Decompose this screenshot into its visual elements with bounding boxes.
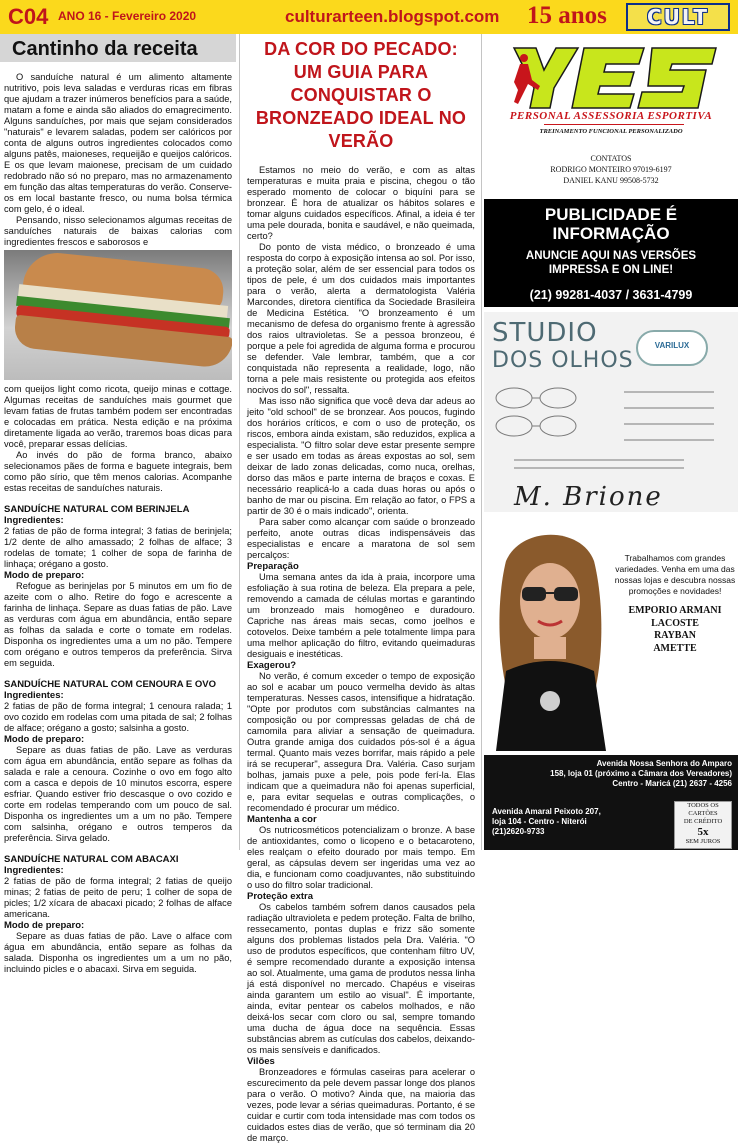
article-paragraph: Do ponto de vista médico, o bronzeado é uma resposta do corpo à exposição intensa ao sol. Por isso, a proteção solar, além de ser essencial para todos os tipos de pele, é um dos cuidados mais importantes para o verão, alerta a dermatologista Valéria Marcondes, diretora científica da Sociedade Brasileira de Medicina Estética. "O bronzeamento é um mecanismo de defesa do organismo frente à agressão dos raios ultravioletas. Se a pessoa bronzeou, é porque a pele foi agredida de alguma forma e procurou se defender. Vale lembrar, também, que a cor conquistada não representa a realidade, logo, não torna a pele mais resistente ou protegida aos efeitos nocivos do sol", ressalta. <box>247 242 475 395</box>
section-heading-protecao: Proteção extra <box>247 891 314 902</box>
ingredients-heading: Ingredientes: <box>4 690 64 701</box>
publicidade-ad <box>484 199 738 307</box>
recipe-title-berinjela: SANDUÍCHE NATURAL COM BERINJELA <box>4 504 190 515</box>
article-paragraph: Bronzeadores e fórmulas caseiras para acelerar o escurecimento da pele devem passar longe dos planos para o verão. O motivo? Ainda que, na maioria das vezes, pode levar a sérias queimaduras. Portanto, é se cuidar e curtir com toda intensidade mas com todos os cuidados estes dias de verão, que só terminam dia 20 de março. <box>247 1067 475 1143</box>
stamp-line: 5x <box>697 826 709 838</box>
studio-dos-olhos-ad <box>484 312 738 512</box>
yes-contacts-heading: CONTATOS <box>590 154 632 163</box>
issue-date: ANO 16 - Fevereiro 2020 <box>58 9 197 23</box>
credit-card-stamp <box>674 801 732 849</box>
article-paragraph: Uma semana antes da ida à praia, incorpore uma esfoliação à sua rotina de beleza. Ela prepara a pele, removendo a camada de células mortas e garantindo um bronzeado mais homogêneo e duradouro. Capriche nas áreas mais secas, como joelhos e cotovelos. Deixe também a pele totalmente limpa para uma melhor aplicação do filtro, evitando queimaduras desiguais e inestéticas. <box>247 572 475 659</box>
preparation-heading: Modo de preparo: <box>4 570 85 581</box>
eyeglasses-sketch <box>484 378 738 484</box>
brand-rayban: RAYBAN <box>654 630 696 641</box>
studio-logo-line1: STUDIO <box>492 318 598 348</box>
address-line: 158, loja 01 (próximo a Câmara dos Vereadores) <box>550 769 732 778</box>
pub-title-2: INFORMAÇÃO <box>552 224 670 243</box>
yes-contact-rodrigo: RODRIGO MONTEIRO 97019-6197 <box>550 165 672 174</box>
article-paragraph: No verão, é comum exceder o tempo de exposição ao sol e acabar um pouco vermelha devido às altas temperaturas. Nesses casos, intensifique a hidratação. "Opte por produtos com substâncias calmantes na composição ou por compressas geladas de chá de camomila para aliviar a sensação de queimadura. Outra grande amiga dos cuidados pós-sol é a água termal. Quanto mais vezes borrifar, mais rápido a pele irá se recuperar", assegura Dra. Valéria. Caso surjam bolhas, jamais puxe a pele, pois pode ferí-la. Elas indicam que a queimadura não foi apenas superficial, e, para evitar sequelas e outras complicações, o recomendado é procurar um médico. <box>247 671 475 813</box>
ads-column <box>484 34 738 850</box>
recipe-column <box>0 34 236 975</box>
yes-tagline: TREINAMENTO FUNCIONAL PERSONALIZADO <box>539 128 683 135</box>
brand-lacoste: LACOSTE <box>651 617 699 629</box>
section-heading-viloes: Vilões <box>247 1056 275 1067</box>
yes-subtitle: PERSONAL ASSESSORIA ESPORTIVA <box>509 110 713 122</box>
varilux-logo: VARILUX <box>636 330 708 366</box>
divider <box>544 124 684 125</box>
stamp-line: SEM JUROS <box>685 838 721 845</box>
recipe-intro: O sanduíche natural é um alimento altamente nutritivo, pois leva saladas e verduras ricas em fibras que ajudam a trazer inúmeros benefícios para a saúde, matam a fome e ainda são aliados do emagrecimento. Alguns sanduíches, por mais que sejam considerados "naturais" e levarem saladas, podem ser calóricos por conta de alguns outros ingredientes colocados como alguns patês, maioneses, requeijão e queijos calóricos. E os que levam maionese, precisam de um cuidado redobrado não só no preparo, mas no armazenamento em função das altas temperaturas do verão. Conserve-os em local bastante fresco, ou numa bolsa térmica com gelo, é o ideal. <box>4 72 232 214</box>
cult-logo: CULT <box>626 3 730 31</box>
tanning-article-column <box>243 34 479 1144</box>
brand-emporio: EMPORIO ARMANI <box>628 605 722 616</box>
model-photo <box>486 521 616 751</box>
yes-personal-ad <box>484 40 738 195</box>
section-heading-preparacao: Preparação <box>247 561 299 572</box>
anniversary-label: 15 anos <box>527 2 607 29</box>
article-paragraph: Os nutricosméticos potencializam o bronze. A base de antioxidantes, como o licopeno e o betacaroteno, eles realçam o efeito dourado por mais tempo. Em geral, as cápsulas devem ser ingeridas uma vez ao dia, e funcionam como coadjuvantes, não substituindo o uso do filtro solar tradicional. <box>247 825 475 890</box>
address-line: (21)2620-9733 <box>492 827 545 836</box>
optical-store-ad <box>484 517 738 850</box>
ingredients-heading: Ingredientes: <box>4 515 64 526</box>
preparation-heading: Modo de preparo: <box>4 920 85 931</box>
address-line: Avenida Amaral Peixoto 207, <box>492 807 601 816</box>
pub-sub-1: ANUNCIE AQUI NAS VERSÕES <box>525 250 697 262</box>
ingredients-text: 2 fatias de pão de forma integral; 2 fatias de queijo minas; 2 fatias de peito de peru; 1 colher de sopa de picles; 1/2 xícara de abacaxi picado; 2 folhas de alface americana. <box>4 876 232 919</box>
article-paragraph: Estamos no meio do verão, e com as altas temperaturas e muita praia e piscina, chegou o tão esperado momento de colocar o biquíni para se bronzear. É hora de atualizar os hábitos solares e tomar alguns cuidados específicos. Afinal, a ideia é ter uma pele dourada, bonita e saudável, e não queimada, certo? <box>247 165 475 241</box>
recipe-section-title: Cantinho da receita <box>0 34 236 62</box>
blog-url[interactable]: culturarteen.blogspot.com <box>285 7 500 26</box>
preparation-text: Refogue as berinjelas por 5 minutos em um fio de azeite com o alho. Retire do fogo e acrescente a farinha de linhaça. Separe as duas fatias de pão. Lave as verduras com água em abundância, então separe as folhas da salada e corte o tomate em rodelas. Disponha os ingredientes uma a um no pão. Tempere com orégano e outros temperos da preferência. Sirva em seguida. <box>4 581 232 668</box>
stamp-line: DE CRÉDITO <box>683 818 723 825</box>
preparation-text: Separe as duas fatias de pão. Lave as verduras com água em abundância, então separe as folhas da salada e rale a cenoura. Cozinhe o ovo em fogo alto com a casca e depois de 10 minutos escorra, espere esfriar. Quando estiver frio descasque o ovo cozido e corte em rodelas temperando com um pouco de sal. Disponha os ingredientes um a um no pão. Tempere com salsinha, orégano e outros temperos da preferência. Sirva gelado. <box>4 745 232 843</box>
column-divider <box>239 34 240 850</box>
recipe-title-cenoura: SANDUÍCHE NATURAL COM CENOURA E OVO <box>4 679 216 690</box>
column-divider <box>481 34 482 850</box>
pub-phone: (21) 99281-4037 / 3631-4799 <box>529 288 693 302</box>
address-line: Centro - Maricá (21) 2637 - 4256 <box>612 779 732 788</box>
ingredients-heading: Ingredientes: <box>4 865 64 876</box>
recipe-text-2: Ao invés do pão de forma branco, abaixo selecionamos pães de forma e baguete integrais, bem como pão sírio, que têm menos calorias. Acompanhe estas receitas de sanduíches naturais. <box>4 450 232 493</box>
pub-sub-2: IMPRESSA E ON LINE! <box>548 264 674 276</box>
article-paragraph: Mas isso não significa que você deva dar adeus ao jeito "old school" de se bronzear. Aos poucos, fugindo dos horários críticos, e com o uso de proteção, os riscos, embora ainda existam, são reduzidos, explica a especialista. "O filtro solar deve estar presente sempre e ser usado em todas as áreas expostas ao sol, sem deixar de lado zonas delicadas, como nuca, orelhas, dorso das mãos e parte interna de braços e coxas. E necessário reaplicá-lo a cada duas horas ou após o banho de mar ou piscina. Em relação ao fator, o FPS a partir de 30 é o mais indicado", orienta. <box>247 396 475 516</box>
article-paragraph: Os cabelos também sofrem danos causados pela radiação ultravioleta e pedem proteção. Falta de brilho, ressecamento, pontas duplas e frizz são somente alguns dos problemas listados pela Dra. Valéria. "O uso de produtos específicos, que contenham filtro UV, é sempre recomendado durante a exposição intensa ao sol. Atualmente, uma gama de produtos nessa linha já está disponível no mercado. Chapéus e viseiras ainda garantem um estilo ao visual". É importante, ainda, evitar pentear os cabelos molhados, e não deixá-los secar com cloro ou sal, sempre tomando uma ducha de água doce na sequência. Essas substâncias abrem as cutículas dos cabelos, deixando-os mais sensíveis e danificados. <box>247 902 475 1055</box>
preparation-heading: Modo de preparo: <box>4 734 85 745</box>
stamp-line: TODOS OS <box>687 802 719 809</box>
section-heading-exagerou: Exagerou? <box>247 660 297 671</box>
pub-title-1: PUBLICIDADE É <box>544 205 678 224</box>
promo-text: Trabalhamos com grandes variedades. Venha em uma das nossas lojas e descubra nossas promoções e novidades! <box>614 553 736 596</box>
stamp-line: CARTÕES <box>688 810 718 817</box>
recipe-intro-2: Pensando, nisso selecionamos algumas receitas de sanduíches naturais de baixas calorias com ingredientes frescos e saborosos e <box>4 215 232 247</box>
preparation-text: Separe as duas fatias de pão. Lave o alface com água em abundância, então separe as folhas da salada. Disponha os ingredientes um a um no pão, incluindo picles e o abacaxi. Sirva em seguida. <box>4 931 232 974</box>
brand-amette: AMETTE <box>653 642 697 654</box>
address-line: loja 104 - Centro - Niterói <box>492 817 587 826</box>
recipe-title-abacaxi: SANDUÍCHE NATURAL COM ABACAXI <box>4 854 179 865</box>
header-bar <box>0 0 738 34</box>
yes-contacts <box>484 153 738 186</box>
section-heading-mantenha: Mantenha a cor <box>247 814 317 825</box>
niteroi-address <box>492 807 612 837</box>
address-footer <box>484 755 738 850</box>
yes-contact-daniel: DANIEL KANU 99508-5732 <box>563 176 659 185</box>
studio-signature: M. Brione <box>514 482 663 512</box>
article-headline: DA COR DO PECADO: UM GUIA PARA CONQUISTAR O BRONZEADO IDEAL NO VERÃO <box>255 39 467 151</box>
ingredients-text: 2 fatias de pão de forma integral; 3 fatias de berinjela; 1/2 dente de alho amassado; 2 folhas de alface; 3 rodelas de tomate; 1 colher de sopa de farinha de linhaça; orégano a gosto. <box>4 526 232 569</box>
page-number: C04 <box>8 4 49 29</box>
brand-list <box>614 605 736 655</box>
article-paragraph: Para saber como alcançar com saúde o bronzeado perfeito, anote outras dicas indispensáveis das especialistas e encare a maratona de sol sem percalços: <box>247 517 475 560</box>
studio-logo-line2: DOS OLHOS <box>492 348 634 373</box>
sandwich-photo <box>4 250 232 380</box>
address-line: Avenida Nossa Senhora do Amparo <box>596 759 732 768</box>
maricá-address <box>492 759 732 789</box>
recipe-text: com queijos light como ricota, queijo minas e cottage. Algumas receitas de sanduíches mais gourmet que levam fatias de frutas também podem ser encontradas e colocadas em prática. Nesta edição e na próxima diretamente ligada ao verão, traremos boas dicas para você, preparar essas delícias. <box>4 384 232 449</box>
ingredients-text: 2 fatias de pão de forma integral; 1 cenoura ralada; 1 ovo cozido em rodelas com uma pitada de sal; 2 folhas de alface; orégano a gosto; salsinha a gosto. <box>4 701 232 733</box>
